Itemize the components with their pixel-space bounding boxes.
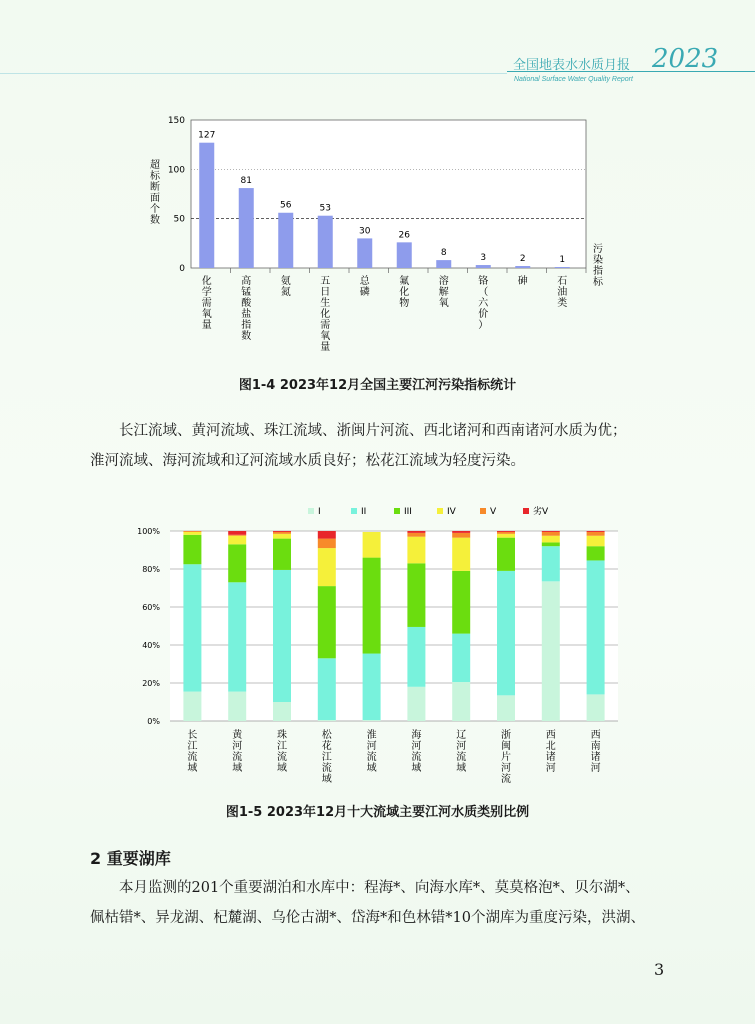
bar-segment xyxy=(587,531,605,532)
bar-segment xyxy=(363,558,381,654)
header-rule-left xyxy=(0,73,507,74)
legend-swatch xyxy=(437,508,443,514)
x-tick-label: 五日生化需氧量 xyxy=(320,276,331,353)
bar-segment xyxy=(452,533,470,538)
body-paragraph-1 xyxy=(90,416,670,476)
figure-2-caption: 图1-5 2023年12月十大流域主要江河水质类别比例 xyxy=(225,805,530,820)
y-axis-label: 超标断面个数 xyxy=(150,160,160,226)
x-tick-label: 辽河流域 xyxy=(456,730,467,774)
bar-segment xyxy=(363,720,381,721)
legend-label: IV xyxy=(447,507,456,517)
bar-segment xyxy=(452,531,470,533)
legend-label: III xyxy=(404,507,412,517)
bar-value-label: 81 xyxy=(240,176,252,187)
bar-segment xyxy=(183,531,201,532)
bar-segment xyxy=(183,692,201,721)
bar-segment xyxy=(407,563,425,627)
bar-segment xyxy=(228,582,246,691)
page-header xyxy=(0,0,755,90)
bar-value-label: 56 xyxy=(280,200,292,211)
section-paragraph xyxy=(90,873,670,933)
bar-segment xyxy=(318,658,336,720)
x-tick-label: 黄河流域 xyxy=(232,730,243,774)
bar-segment xyxy=(407,537,425,564)
x-tick-label: 石油类 xyxy=(557,276,568,309)
bar-segment xyxy=(497,695,515,721)
x-tick-label: 溶解氧 xyxy=(438,276,449,309)
paragraph-line: 本月监测的201个重要湖泊和水库中：程海*、向海水库*、莫莫格泡*、贝尔湖*、 xyxy=(119,880,640,896)
legend-label: I xyxy=(318,507,321,517)
report-title: 全国地表水水质月报 xyxy=(513,58,631,73)
report-subtitle: National Surface Water Quality Report xyxy=(514,76,633,83)
bar-segment xyxy=(318,720,336,721)
bar-segment xyxy=(407,687,425,721)
bar-value-label: 3 xyxy=(480,253,487,264)
bar-segment xyxy=(228,692,246,721)
legend-swatch xyxy=(394,508,400,514)
bar xyxy=(278,213,293,268)
bar-segment xyxy=(497,532,515,534)
legend-swatch xyxy=(523,508,529,514)
bar-segment xyxy=(183,564,201,691)
x-tick-label: 化学需氧量 xyxy=(201,276,212,331)
bar-value-label: 53 xyxy=(319,203,331,214)
bar-segment xyxy=(587,532,605,536)
bar-value-label: 26 xyxy=(398,230,410,241)
y-tick-label: 100% xyxy=(137,527,160,536)
bar-segment xyxy=(318,531,336,539)
y-tick-label: 20% xyxy=(142,679,160,688)
bar-segment xyxy=(542,542,560,546)
bar-segment xyxy=(497,571,515,695)
bar-segment xyxy=(228,531,246,535)
bar-segment xyxy=(318,548,336,586)
bar-segment xyxy=(273,531,291,532)
x-tick-label: 氨氮 xyxy=(280,276,291,298)
bar-segment xyxy=(497,538,515,571)
bar xyxy=(476,265,491,268)
bar-segment xyxy=(407,531,425,533)
bar-segment xyxy=(497,534,515,538)
bar-segment xyxy=(452,571,470,634)
bar-segment xyxy=(407,533,425,537)
bar xyxy=(239,188,254,268)
legend-swatch xyxy=(480,508,486,514)
x-tick-label: 砷 xyxy=(517,276,528,287)
bar-segment xyxy=(452,634,470,682)
bar-segment xyxy=(273,702,291,721)
bar-segment xyxy=(273,532,291,534)
x-axis-label: 污染指标 xyxy=(593,244,603,288)
bar-value-label: 1 xyxy=(559,255,566,266)
bar xyxy=(555,267,570,268)
bar-segment xyxy=(452,538,470,571)
x-tick-label: 长江流域 xyxy=(187,730,198,774)
bar-segment xyxy=(542,536,560,543)
bar-segment xyxy=(497,531,515,532)
y-tick-label: 80% xyxy=(142,565,160,574)
y-tick-label: 50 xyxy=(173,214,185,225)
x-tick-label: 铬（六价） xyxy=(478,276,489,331)
bar-segment xyxy=(228,536,246,545)
bar-segment xyxy=(587,536,605,546)
page-number: 3 xyxy=(654,960,665,979)
legend-label: II xyxy=(361,507,367,517)
y-tick-label: 40% xyxy=(142,641,160,650)
bar-segment xyxy=(587,560,605,694)
bar-segment xyxy=(228,544,246,582)
bar xyxy=(397,242,412,268)
bar-segment xyxy=(587,694,605,721)
bar-segment xyxy=(587,546,605,560)
bar-segment xyxy=(273,570,291,702)
x-tick-label: 氟化物 xyxy=(399,276,410,309)
paragraph-line: 淮河流域、海河流域和辽河流域水质良好；松花江流域为轻度污染。 xyxy=(90,453,525,469)
y-tick-label: 60% xyxy=(142,603,160,612)
section-heading: 2 重要湖库 xyxy=(90,849,171,868)
bar-segment xyxy=(542,546,560,581)
x-tick-label: 海河流域 xyxy=(411,730,422,774)
bar-value-label: 127 xyxy=(198,130,216,141)
x-tick-label: 松花江流域 xyxy=(321,730,332,785)
paragraph-line: 佩枯错*、异龙湖、杞麓湖、乌伦古湖*、岱海*和色林错*10个湖库为重度污染，洪湖、 xyxy=(90,910,645,926)
bar-segment xyxy=(183,535,201,564)
bar-value-label: 30 xyxy=(359,226,371,237)
bar-segment xyxy=(363,532,381,558)
bar-segment xyxy=(452,682,470,721)
x-tick-label: 总磷 xyxy=(359,276,370,298)
bar-segment xyxy=(318,586,336,658)
y-tick-label: 0 xyxy=(179,264,185,274)
x-tick-label: 珠江流域 xyxy=(277,730,287,774)
figure-1-caption: 图1-4 2023年12月全国主要江河污染指标统计 xyxy=(238,378,517,393)
bar-segment xyxy=(273,534,291,539)
x-tick-label: 西北诸河 xyxy=(545,730,556,774)
pollutant-bar-chart xyxy=(140,110,620,365)
y-tick-label: 150 xyxy=(167,116,185,126)
bar-segment xyxy=(542,581,560,721)
x-tick-label: 淮河流域 xyxy=(366,730,377,774)
bar-segment xyxy=(542,532,560,536)
y-tick-label: 0% xyxy=(147,717,160,726)
bar-segment xyxy=(318,539,336,549)
bar-segment xyxy=(273,539,291,570)
bar-value-label: 2 xyxy=(519,254,526,265)
bar xyxy=(199,143,214,268)
bar-value-label: 8 xyxy=(440,248,447,259)
bar xyxy=(357,238,372,268)
bar-segment xyxy=(363,654,381,721)
x-tick-label: 高锰酸盐指数 xyxy=(241,276,252,342)
legend-swatch xyxy=(308,508,314,514)
bar-segment xyxy=(542,531,560,532)
bar xyxy=(318,216,333,268)
legend-label: 劣V xyxy=(533,507,549,517)
bar xyxy=(515,266,530,268)
legend-label: V xyxy=(490,507,497,517)
legend-swatch xyxy=(351,508,357,514)
report-year: 2023 xyxy=(652,44,719,74)
bar xyxy=(436,260,451,268)
water-quality-stacked-chart xyxy=(130,500,630,790)
x-tick-label: 西南诸河 xyxy=(590,730,601,774)
bar-segment xyxy=(183,532,201,535)
paragraph-line: 长江流域、黄河流域、珠江流域、浙闽片河流、西北诸河和西南诸河水质为优； xyxy=(119,423,627,439)
bar-segment xyxy=(228,535,246,536)
bar-segment xyxy=(407,627,425,687)
y-tick-label: 100 xyxy=(167,165,185,176)
x-tick-label: 浙闽片河流 xyxy=(501,730,511,785)
